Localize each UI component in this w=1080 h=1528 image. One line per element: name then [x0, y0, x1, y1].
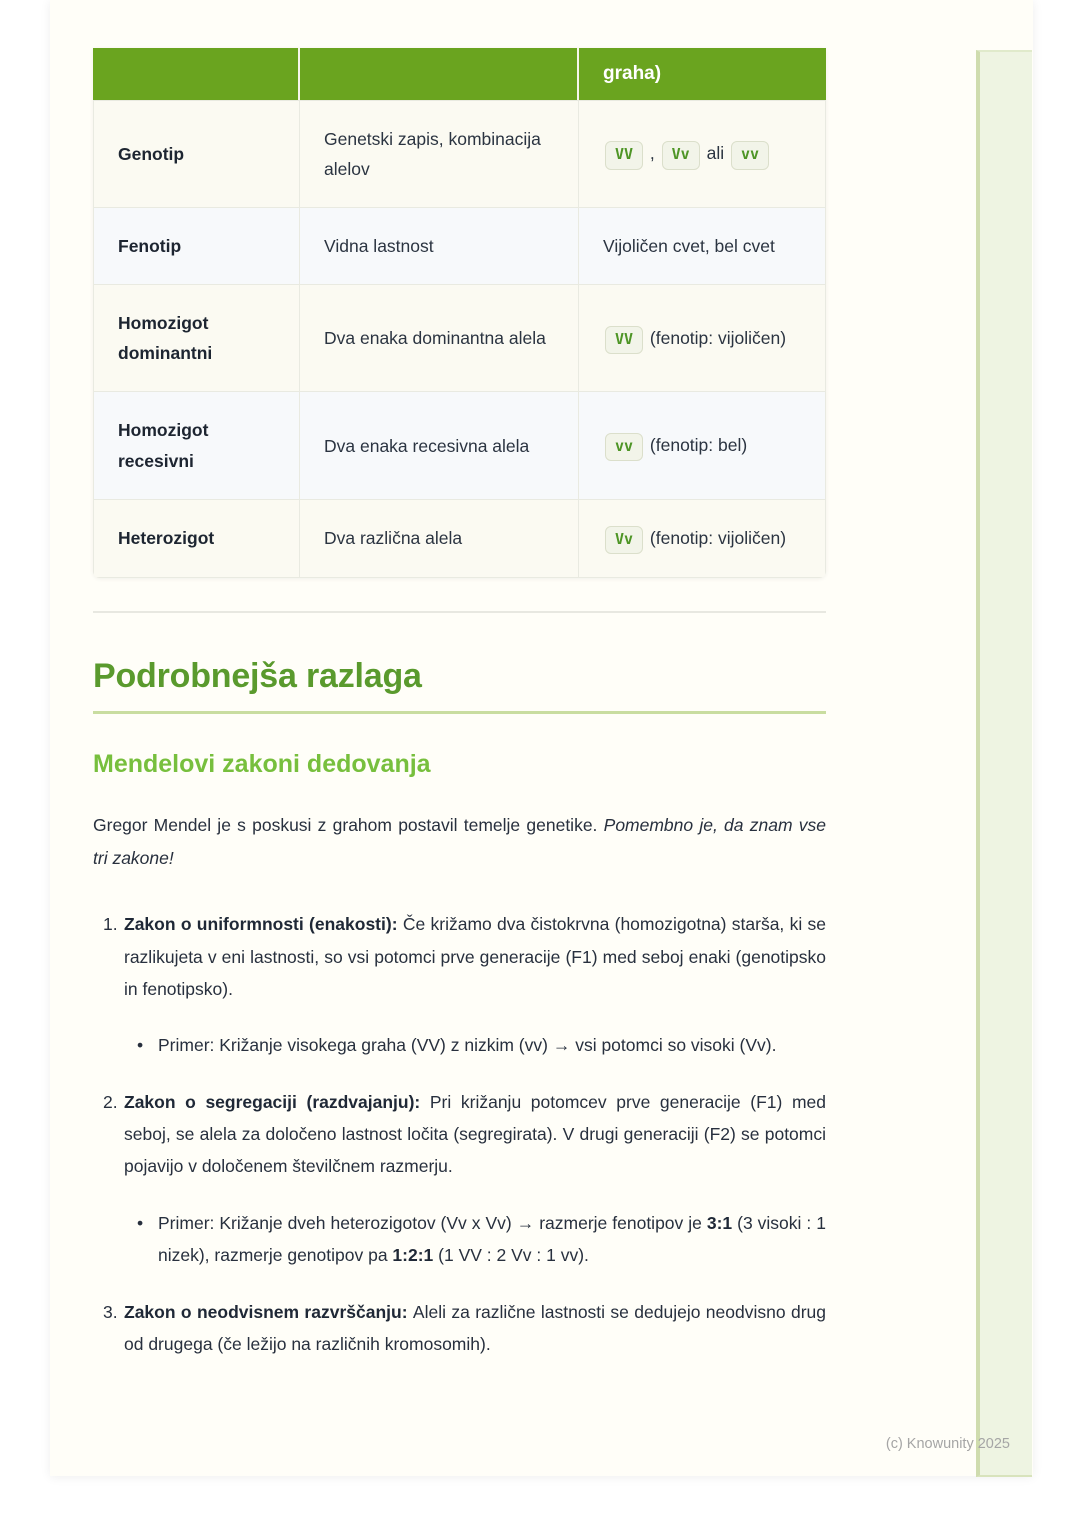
section-divider — [93, 611, 826, 613]
list-number: 2. — [103, 1091, 118, 1112]
text-segment: Vijoličen cvet, bel cvet — [603, 236, 775, 257]
bullet-text — [158, 1207, 826, 1272]
definition-cell: Genetski zapis, kombinacija alelov — [300, 100, 579, 207]
example-cell — [579, 100, 826, 207]
text-segment: 1:2:1 — [392, 1245, 434, 1266]
text-segment: Pri križanju potomcev prve generacije (F1) med seboj, se alela za določeno lastnost ločita (segregirata). V drugi generaciji (F2) se potomci pojavijo v določenem številčnem razmerju. — [124, 1091, 826, 1177]
table-header-cell-term — [93, 48, 300, 100]
text-segment: , — [645, 143, 660, 164]
text-segment: Pomembno je, da znam vse tri zakone! — [93, 815, 826, 868]
law-list-item — [93, 1296, 826, 1361]
text-segment: Zakon o neodvisnem razvrščanju: — [124, 1301, 413, 1322]
example-cell — [579, 207, 826, 284]
table-row — [93, 207, 826, 284]
allele-code-badge: vv — [605, 433, 643, 462]
document-page — [50, 0, 1033, 1476]
laws-list — [93, 908, 826, 1360]
allele-code-badge: Vv — [605, 526, 643, 555]
text-segment: (fenotip: vijoličen) — [645, 527, 787, 548]
law-list-item — [93, 908, 826, 1062]
table-header-row — [93, 48, 826, 100]
definition-cell: Dva enaka recesivna alela — [300, 391, 579, 498]
text-segment: Gregor Mendel je s poskusi z grahom postavil temelje genetike. — [93, 815, 604, 836]
page-title: Podrobnejša razlaga — [93, 657, 826, 714]
bullet-item — [137, 1207, 826, 1272]
table-header-cell-example: graha) — [579, 48, 826, 100]
term-cell: Homozigot dominantni — [93, 284, 300, 391]
text-segment: Zakon o uniformnosti (enakosti): — [124, 914, 403, 935]
footer-credit: (c) Knowunity 2025 — [885, 1436, 1010, 1452]
allele-code-badge: VV — [605, 326, 643, 355]
term-cell: Genotip — [93, 100, 300, 207]
bullet-text — [158, 1029, 826, 1061]
allele-code-badge: VV — [605, 141, 643, 170]
section-heading: Mendelovi zakoni dedovanja — [93, 750, 431, 779]
definition-cell: Dva enaka dominantna alela — [300, 284, 579, 391]
text-segment: Primer: Križanje dveh heterozigotov (Vv x Vv) → razmerje fenotipov je — [158, 1212, 707, 1233]
table-row — [93, 284, 826, 391]
definition-cell: Dva različna alela — [300, 499, 579, 579]
list-number: 3. — [103, 1301, 118, 1322]
table-row — [93, 391, 826, 498]
text-segment: ali — [701, 143, 729, 164]
example-cell — [579, 391, 826, 498]
bullet-item — [137, 1029, 826, 1061]
definition-cell: Vidna lastnost — [300, 207, 579, 284]
text-segment: Zakon o segregaciji (razdvajanju): — [124, 1091, 430, 1112]
law-list-item — [93, 1086, 826, 1272]
allele-code-badge: vv — [731, 141, 769, 170]
table-header-cell-definition — [300, 48, 579, 100]
table-row — [93, 499, 826, 579]
text-segment: Primer: Križanje visokega graha (VV) z nizkim (vv) → vsi potomci so visoki (Vv). — [158, 1035, 777, 1056]
example-bullet-list — [124, 1207, 826, 1272]
bullet-marker-icon: • — [137, 1212, 144, 1233]
table-row — [93, 100, 826, 207]
genetics-terms-table — [93, 48, 826, 578]
law-text — [124, 908, 826, 1062]
example-cell — [579, 499, 826, 579]
law-text — [124, 1086, 826, 1272]
text-segment: Aleli za različne lastnosti se dedujejo neodvisno drug od drugega (če ležijo na različnih kromosomih). — [124, 1301, 826, 1354]
text-segment: Če križamo dva čistokrvna (homozigotna) starša, ki se razlikujeta v eni lastnosti, so vsi potomci prve generacije (F1) med seboj enaki (genotipsko in fenotipsko). — [124, 914, 827, 999]
text-segment: (3 visoki : 1 nizek), razmerje genotipov pa — [158, 1212, 826, 1266]
example-cell — [579, 284, 826, 391]
bullet-marker-icon: • — [137, 1035, 144, 1056]
allele-code-badge: Vv — [662, 141, 700, 170]
page-content — [93, 48, 826, 1360]
text-segment: 3:1 — [706, 1212, 733, 1233]
intro-paragraph — [93, 809, 826, 874]
list-number: 1. — [103, 914, 118, 935]
text-segment: (fenotip: bel) — [645, 434, 748, 455]
text-segment: (1 VV : 2 Vv : 1 vv). — [433, 1245, 589, 1266]
term-cell: Heterozigot — [93, 499, 300, 579]
text-segment: (fenotip: vijoličen) — [645, 327, 787, 348]
genetics-table-body — [93, 100, 826, 578]
example-bullet-list — [124, 1029, 826, 1061]
term-cell: Fenotip — [93, 207, 300, 284]
law-text — [124, 1296, 826, 1361]
term-cell: Homozigot recesivni — [93, 391, 300, 498]
decorative-side-strip — [976, 50, 1032, 1477]
